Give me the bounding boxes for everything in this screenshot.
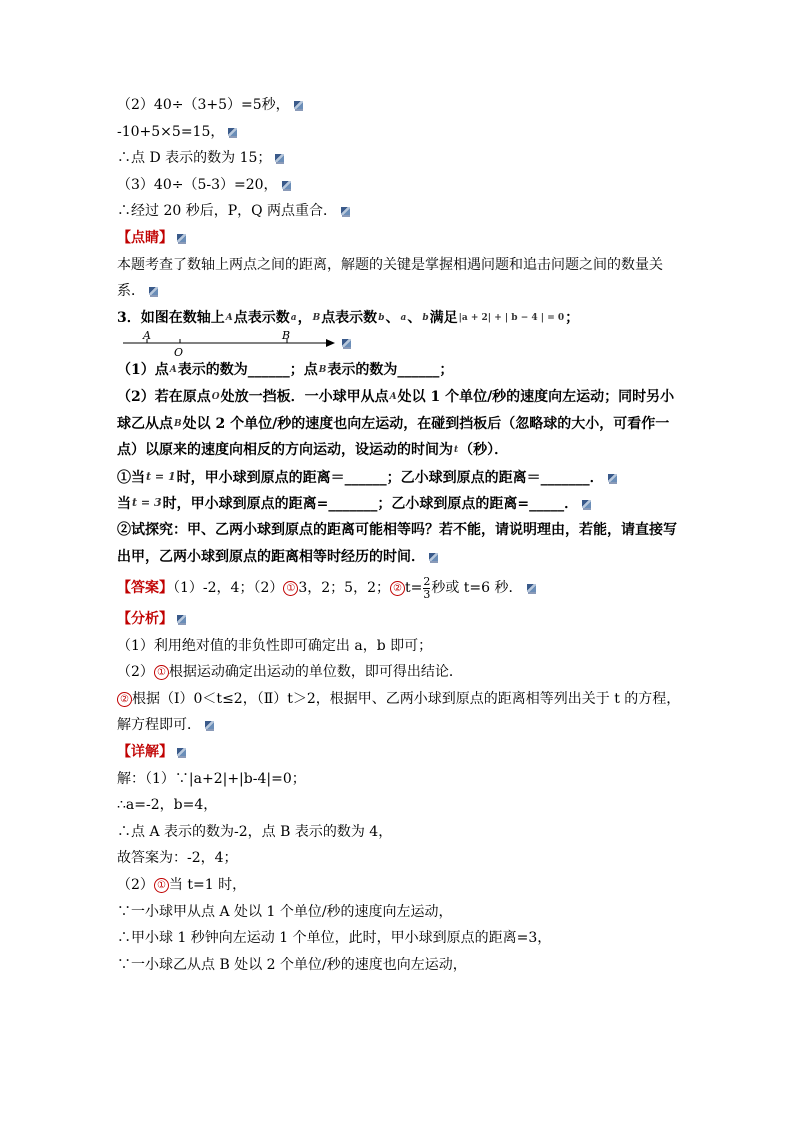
blank[interactable]: ______ — [247, 362, 290, 379]
var-label: A — [389, 391, 397, 402]
var-label: t = 1 — [146, 469, 176, 483]
circled-number: ① — [117, 469, 131, 486]
part-text: ； — [439, 362, 454, 379]
part-text: （1）点 — [117, 362, 169, 379]
text-line — [117, 925, 687, 952]
circled-number: ② — [390, 581, 405, 596]
stem-text: 3．如图在数轴上 — [117, 309, 225, 326]
circled-number: ① — [283, 581, 298, 596]
part-text: 处以 2 个单位/秒的速度也向左运动，在碰到挡板后（忽略球的大小，可看作一点）以原来的速度向相反的方向运动，设运动的时间为 — [117, 415, 670, 459]
line-text: ∴甲小球 1 秒钟向左运动 1 个单位，此时，甲小球到原点的距离=3， — [117, 930, 552, 947]
stem-text: 、 — [407, 309, 422, 326]
question-part-2-1b — [117, 490, 687, 517]
question-part-2-2 — [117, 517, 687, 570]
text-line — [117, 792, 687, 819]
question-part-2-1 — [117, 464, 687, 491]
line-text: 故答案为：-2，4； — [117, 850, 238, 867]
var-label: t — [454, 445, 459, 456]
image-icon — [294, 101, 304, 110]
image-icon — [341, 207, 351, 216]
part-text: ；点 — [289, 362, 318, 379]
origin-label: O — [174, 346, 184, 358]
image-icon — [429, 553, 439, 562]
text-line — [117, 659, 687, 686]
fraction-numerator: 2 — [423, 574, 431, 588]
part-text: 当 — [117, 496, 131, 513]
var-label: b — [378, 312, 385, 323]
stem-text: 点表示数 — [233, 309, 290, 326]
line-text: （3）40÷（5-3）=20， — [117, 176, 278, 193]
part-text: 时，甲小球到原点的距离=_______；乙小球到原点的距离=_____． — [162, 496, 579, 513]
stem-text: ， — [297, 309, 312, 326]
text-line — [117, 819, 687, 846]
answer-text: （1）-2，4；（2） — [173, 580, 284, 597]
part-text: 处以 1 个单位/秒的速度向左运动；同时另小球乙从点 — [117, 388, 675, 432]
text-line — [117, 899, 687, 926]
line-text: ∵一小球乙从点 B 处以 2 个单位/秒的速度也向左运动， — [117, 956, 467, 973]
var-label: t = 3 — [132, 496, 162, 510]
line-text: ∴经过 20 秒后，P，Q 两点重合． — [117, 203, 338, 220]
answer-text: 秒或 t=6 秒． — [431, 580, 523, 597]
section-label: 【答案】 — [117, 580, 173, 597]
line-text: （2） — [117, 877, 154, 894]
image-icon — [228, 128, 238, 137]
line-text: ∴点 D 表示的数为 15； — [117, 150, 272, 167]
question-part-1 — [117, 357, 687, 384]
image-icon — [149, 287, 159, 296]
var-label: B — [174, 418, 182, 429]
part-text: （2）若在原点 — [117, 388, 211, 405]
part-text: ②试探究：甲、乙两小球到原点的距离可能相等吗？若不能，请说明理由，若能，请直接写出甲，乙两小球到原点的距离相等时经历的时间． — [117, 521, 677, 565]
line-text: （2） — [117, 664, 154, 681]
dianjing-heading — [117, 225, 687, 252]
stem-text: 、 — [385, 309, 400, 326]
number-line — [117, 331, 357, 357]
line-text: ∵一小球甲从点 A 处以 1 个单位/秒的速度向左运动， — [117, 903, 453, 920]
text-line — [117, 686, 687, 739]
line-text: 解：（1）∵|a+2|+|b-4|=0； — [117, 770, 306, 787]
text-line — [117, 198, 687, 225]
point-b-label: B — [282, 331, 291, 343]
text-line — [117, 633, 687, 660]
number-line-figure — [117, 331, 687, 357]
section-label: 【详解】 — [117, 744, 173, 761]
circled-number: ② — [117, 692, 132, 707]
formula-text: |a + 2| + | b − 4 | = 0 — [458, 312, 565, 323]
part-text: 时，甲小球到原点的距离＝______；乙小球到原点的距离＝_______． — [176, 469, 604, 486]
text-line — [117, 845, 687, 872]
image-icon — [275, 154, 285, 163]
image-icon — [177, 234, 187, 243]
text-line — [117, 872, 687, 899]
dianjing-text — [117, 252, 687, 305]
answer-line — [117, 570, 687, 606]
image-icon — [582, 500, 592, 509]
xiangjie-heading — [117, 739, 687, 766]
line-text: ∴a=-2，b=4， — [117, 797, 218, 814]
var-label: a — [400, 312, 407, 323]
image-icon — [177, 748, 187, 757]
answer-text: 3，2；5，2； — [298, 580, 390, 597]
var-label: B — [318, 365, 327, 376]
text-line — [117, 145, 687, 172]
part-text: 处放一挡板．一小球甲从点 — [220, 388, 389, 405]
line-text: （1）利用绝对值的非负性即可确定出 a，b 即可； — [117, 637, 433, 654]
line-text: （2）40÷（3+5）=5秒， — [117, 97, 290, 113]
document-page — [117, 92, 687, 978]
line-text: 当 t=1 时， — [168, 877, 247, 894]
question-stem — [117, 305, 687, 332]
var-label: b — [422, 312, 429, 323]
fraction-denominator: 3 — [423, 587, 431, 601]
question-part-2 — [117, 384, 687, 464]
part-text: 表示的数为 — [177, 362, 248, 379]
image-icon — [608, 474, 618, 483]
circled-number: ① — [154, 878, 169, 893]
stem-text: 点表示数 — [321, 309, 378, 326]
part-text: 当 — [131, 469, 145, 486]
text-line — [117, 172, 687, 199]
section-label: 【分析】 — [117, 611, 173, 628]
line-text: -10+5×5=15， — [117, 123, 225, 140]
text-line — [117, 119, 687, 146]
circled-number: ① — [154, 665, 169, 680]
section-label: 【点睛】 — [117, 229, 173, 246]
line-text: ∴点 A 表示的数为-2，点 B 表示的数为 4， — [117, 823, 393, 840]
text-line — [117, 92, 687, 119]
line-text: 根据运动确定出运动的单位数，即可得出结论． — [168, 664, 463, 681]
image-icon — [342, 339, 352, 348]
fenxi-heading — [117, 606, 687, 633]
stem-text: 满足 — [429, 309, 458, 326]
point-a-label: A — [143, 331, 151, 343]
image-icon — [527, 584, 537, 593]
stem-text: ； — [565, 309, 580, 326]
paragraph-text: 本题考查了数轴上两点之间的距离，解题的关键是掌握相遇问题和追击问题之间的数量关系． — [117, 256, 663, 300]
var-label: a — [290, 312, 297, 323]
text-line — [117, 766, 687, 793]
var-label: O — [211, 391, 220, 402]
blank[interactable]: ______ — [397, 362, 440, 379]
image-icon — [282, 181, 292, 190]
text-line — [117, 952, 687, 979]
part-text: （秒）． — [459, 442, 509, 459]
var-label: B — [312, 312, 321, 323]
answer-text: t= — [405, 580, 423, 597]
part-text: 表示的数为 — [327, 362, 398, 379]
line-text: 根据（I）0＜t≤2，（Ⅱ）t＞2，根据甲、乙两小球到原点的距离相等列出关于 t 的方程，解方程即可． — [117, 690, 681, 734]
fraction — [423, 576, 430, 601]
image-icon — [205, 721, 215, 730]
var-label: A — [169, 365, 177, 376]
image-icon — [177, 615, 187, 624]
var-label: A — [225, 312, 233, 323]
